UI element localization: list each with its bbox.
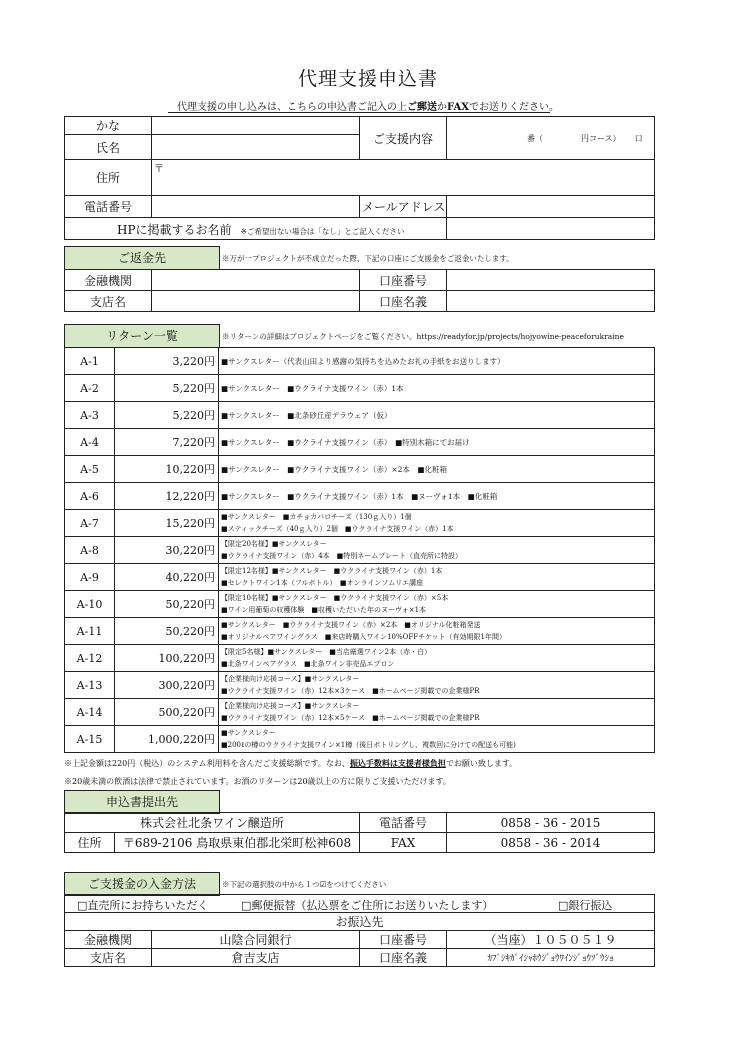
name-field[interactable] [152, 135, 360, 160]
phone-label: 電話番号 [65, 196, 152, 218]
return-id: A-9 [65, 564, 115, 591]
return-price: 10,220円 [115, 456, 219, 483]
return-id: A-12 [65, 645, 115, 672]
return-row [65, 537, 655, 564]
return-row [65, 483, 655, 510]
return-line-2: ■オリジナルペアワイングラス ■来店時購入ワイン10%OFFチケット（有効期限1年間） [221, 633, 506, 641]
course-ban: 番（ [527, 133, 543, 143]
payment-tag: ご支援金の入金方法 [64, 872, 220, 896]
return-price: 7,220円 [115, 429, 219, 456]
refund-tag: ご返金先 [64, 246, 220, 270]
refund-bank-field[interactable] [152, 270, 360, 291]
return-line-2: ■ワイン用葡萄の収穫体験 ■収穫いただいた年のヌーヴォ×1本 [221, 606, 427, 614]
submit-table [64, 812, 655, 853]
name-label: 氏名 [65, 135, 152, 160]
refund-account-no-label: 口座番号 [360, 270, 447, 291]
kana-field[interactable] [152, 117, 360, 135]
return-row [65, 591, 655, 618]
transfer-account-no-label: 口座番号 [360, 931, 447, 949]
return-price: 12,220円 [115, 483, 219, 510]
return-price: 3,220円 [115, 348, 219, 375]
return-line-1: 【企業様向け応援コース】■サンクスレター [221, 675, 360, 683]
return-line-2: ■北条ワインペアグラス ■北条ワイン非売品エプロン [221, 660, 395, 668]
address-field[interactable] [152, 160, 655, 196]
return-id: A-5 [65, 456, 115, 483]
return-line-1: ■サンクスレター ■ウクライナ支援ワイン（赤） ■特別木箱にてお届け [221, 437, 470, 447]
return-price: 50,220円 [115, 618, 219, 645]
return-description [219, 726, 655, 753]
subtitle-mid: か [436, 102, 447, 113]
return-price: 300,220円 [115, 672, 219, 699]
address-label: 住所 [65, 160, 152, 196]
return-description [219, 564, 655, 591]
return-id: A-3 [65, 402, 115, 429]
return-line-1: 【限定5名様】■サンクスレター ■当店厳選ワイン2本（赤・白） [221, 648, 432, 656]
transfer-account-name-label: 口座名義 [360, 949, 447, 967]
email-field[interactable] [447, 196, 655, 218]
refund-note: ※万が一プロジェクトが不成立だった際、下記の口座にご支援金をご返金いたします。 [222, 254, 514, 263]
returns-tag: リターン一覧 [64, 324, 220, 348]
payment-option-postal[interactable]: □郵便振替（払込票をご住所にお送りいたします） [241, 899, 494, 912]
return-line-1: 【限定10名様】■サンクスレター ■ウクライナ支援ワイン（赤）×5本 [221, 594, 449, 602]
returns-table [64, 347, 655, 753]
course-kuchi: 口 [634, 133, 643, 143]
return-line-1: ■サンクスレター ■ウクライナ支援ワイン（赤）1本 [221, 383, 404, 393]
return-price: 30,220円 [115, 537, 219, 564]
return-id: A-7 [65, 510, 115, 537]
transfer-branch: 倉吉支店 [152, 949, 360, 967]
return-description [219, 672, 655, 699]
payment-table [64, 894, 655, 967]
subtitle-underline [168, 112, 550, 113]
submit-address-label: 住所 [65, 833, 115, 853]
refund-account-name-field[interactable] [447, 291, 655, 312]
return-line-1: ■サンクスレター [221, 729, 276, 737]
subtitle-mail: ご郵送 [406, 102, 437, 113]
hp-name-label [65, 218, 447, 240]
return-line-2: ■スティックチーズ（40ｇ入り）2個 ■ウクライナ支援ワイン（赤）1本 [221, 525, 454, 533]
hp-name-text: HPに掲載するお名前 [117, 223, 232, 237]
return-description [219, 699, 655, 726]
return-line-1: ■サンクスレター ■ウクライナ支援ワイン（赤）1本 ■ヌーヴォ1本 ■化粧箱 [221, 491, 498, 501]
note-fee-bold: 振込手数料は支援者様負担 [349, 758, 446, 768]
return-description [219, 510, 655, 537]
return-description [219, 591, 655, 618]
transfer-header: お振込先 [65, 913, 655, 931]
return-price: 50,220円 [115, 591, 219, 618]
submit-fax-label: FAX [360, 833, 447, 853]
return-price: 40,220円 [115, 564, 219, 591]
refund-table [64, 269, 655, 312]
return-line-1: 【限定20名様】■サンクスレター [221, 540, 327, 548]
hp-name-field[interactable] [447, 218, 655, 240]
course-yen: 円コース） [581, 133, 621, 143]
return-line-2: ■200ℓの樽のウクライナ支援ワイン×1樽（後日ボトリングし、複数回に分けての配送も可能) [221, 741, 516, 749]
support-content-field[interactable] [447, 117, 655, 160]
return-line-2: ■ウクライナ支援ワイン（赤）12本×3ケース ■ホームページ掲載での企業様PR [221, 687, 480, 695]
returns-note: ※リターンの詳細はプロジェクトページをご覧ください。https://readyfor.jp/projects/hojyowine-peaceforukraine [222, 332, 624, 341]
return-description [219, 483, 655, 510]
return-description [219, 645, 655, 672]
return-id: A-15 [65, 726, 115, 753]
refund-account-no-field[interactable] [447, 270, 655, 291]
return-line-1: ■サンクスレター ■カチョカバロチーズ（130ｇ入り）1個 [221, 513, 412, 521]
payment-option-bank[interactable]: □銀行振込 [558, 899, 613, 912]
return-row [65, 699, 655, 726]
refund-bank-label: 金融機関 [65, 270, 152, 291]
return-id: A-1 [65, 348, 115, 375]
return-price: 5,220円 [115, 402, 219, 429]
payment-note: ※下記の選択肢の中から１つ☑をつけてください [222, 880, 387, 889]
return-id: A-4 [65, 429, 115, 456]
transfer-account-name: ｶﾌﾞｼｷｶﾞｲｼｬﾎｳｼﾞｮｳﾜｲﾝｼﾞｮｳｿﾞｳｼｮ [447, 949, 655, 967]
return-id: A-8 [65, 537, 115, 564]
return-id: A-11 [65, 618, 115, 645]
subtitle-fax: FAX [446, 102, 470, 113]
subtitle-before: 代理支援の申し込みは、こちらの申込書ご記入の上 [176, 102, 407, 113]
transfer-bank: 山陰合同銀行 [152, 931, 360, 949]
return-line-1: ■サンクスレター ■ウクライナ支援ワイン（赤）×2本 ■オリジナル化粧箱発送 [221, 621, 481, 629]
return-row [65, 510, 655, 537]
return-line-1: ■サンクスレター ■ウクライナ支援ワイン（赤）×2本 ■化粧箱 [221, 464, 447, 474]
note-age: ※20歳未満の飲酒は法律で禁止されています。お酒のリターンは20歳以上の方に限りご支援いただけます。 [64, 777, 451, 786]
payment-option-store[interactable]: □直売所にお持ちいただく [77, 899, 209, 912]
return-price: 1,000,220円 [115, 726, 219, 753]
support-content-label: ご支援内容 [360, 117, 447, 160]
payment-options-row [65, 895, 655, 913]
return-row [65, 456, 655, 483]
note-system-fee [64, 758, 517, 769]
return-row [65, 375, 655, 402]
submit-fax: 0858 - 36 - 2014 [447, 833, 655, 853]
page-title: 代理支援申込書 [297, 68, 438, 90]
return-row [65, 564, 655, 591]
subtitle [0, 98, 736, 113]
return-row [65, 402, 655, 429]
transfer-bank-label: 金融機関 [65, 931, 152, 949]
return-description [219, 348, 655, 375]
return-id: A-13 [65, 672, 115, 699]
return-description [219, 402, 655, 429]
return-id: A-14 [65, 699, 115, 726]
kana-label: かな [65, 117, 152, 135]
postal-mark: 〒 [154, 164, 164, 175]
return-row [65, 672, 655, 699]
return-price: 5,220円 [115, 375, 219, 402]
return-line-1: ■サンクスレター ■北条砂丘産デラウェア（仮） [221, 410, 392, 420]
return-description [219, 429, 655, 456]
return-line-1: 【企業様向け応援コース】■サンクスレター [221, 702, 360, 710]
refund-branch-field[interactable] [152, 291, 360, 312]
return-description [219, 537, 655, 564]
transfer-branch-label: 支店名 [65, 949, 152, 967]
email-label: メールアドレス [360, 196, 447, 218]
return-id: A-10 [65, 591, 115, 618]
return-row [65, 348, 655, 375]
note-fee-before: ※上記金額は220円（税込）のシステム利用料を含んだご支援総額です。なお、 [64, 759, 350, 768]
subtitle-after: でお送りください。 [469, 102, 560, 113]
return-line-2: ■セレクトワイン1本（フルボトル） ■オンラインソムリエ講座 [221, 579, 424, 587]
refund-branch-label: 支店名 [65, 291, 152, 312]
submit-tag: 申込書提出先 [64, 790, 220, 814]
submit-company: 株式会社北条ワイン醸造所 [65, 813, 360, 833]
note-fee-after: でお願い致します。 [445, 759, 518, 768]
return-price: 15,220円 [115, 510, 219, 537]
hp-name-note: ※ご希望出ない場合は「なし」とご記入ください [240, 227, 405, 236]
return-id: A-6 [65, 483, 115, 510]
submit-phone: 0858 - 36 - 2015 [447, 813, 655, 833]
return-description [219, 618, 655, 645]
return-line-1: ■サンクスレター（代表山田より感謝の気持ちを込めたお礼の手紙をお送りします） [221, 356, 505, 366]
return-line-2: ■ウクライナ支援ワイン（赤）4本 ■特別ネームプレート（直売所に特設） [221, 552, 462, 560]
transfer-account-no: （当座）１０５０５１９ [447, 931, 655, 949]
return-price: 500,220円 [115, 699, 219, 726]
return-id: A-2 [65, 375, 115, 402]
return-description [219, 375, 655, 402]
return-row [65, 618, 655, 645]
submit-phone-label: 電話番号 [360, 813, 447, 833]
return-line-2: ■ウクライナ支援ワイン（赤）12本×5ケース ■ホームページ掲載での企業様PR [221, 714, 480, 722]
return-description [219, 456, 655, 483]
return-price: 100,220円 [115, 645, 219, 672]
phone-field[interactable] [152, 196, 360, 218]
refund-account-name-label: 口座名義 [360, 291, 447, 312]
submit-address: 〒689-2106 鳥取県東伯郡北栄町松神608 [115, 833, 360, 853]
return-line-1: 【限定12名様】■サンクスレター ■ウクライナ支援ワイン（赤）1本 [221, 567, 443, 575]
return-row [65, 645, 655, 672]
applicant-table [64, 116, 655, 240]
return-row [65, 726, 655, 753]
return-row [65, 429, 655, 456]
